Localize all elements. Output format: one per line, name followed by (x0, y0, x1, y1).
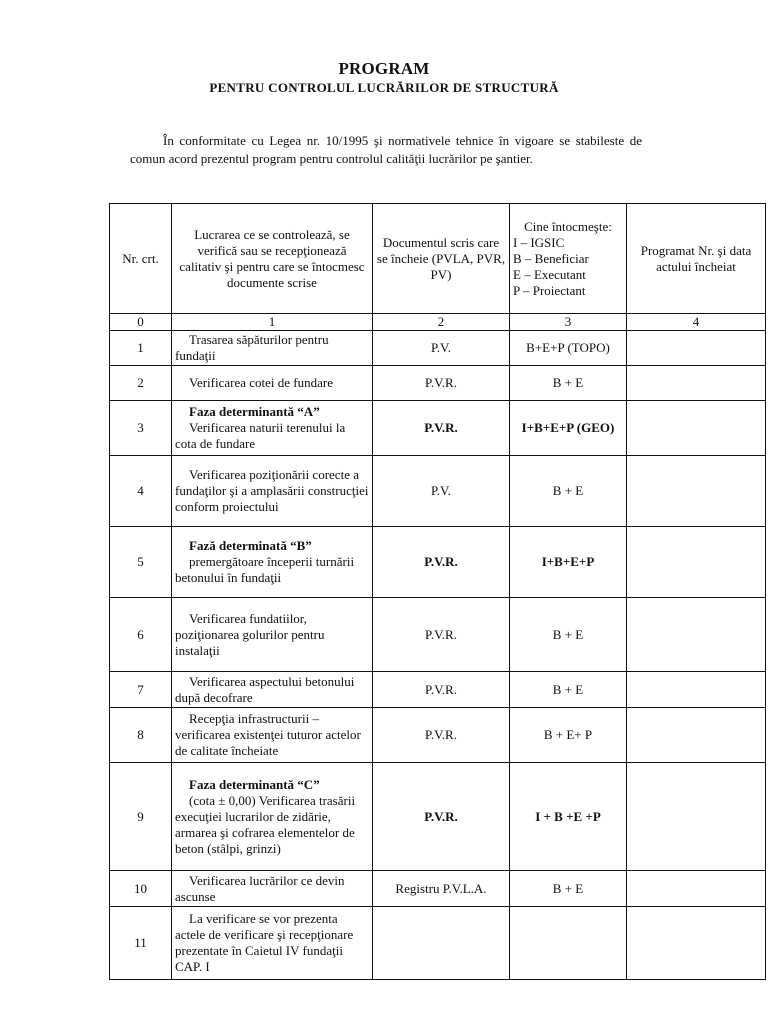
header-document: Documentul scris care se încheie (PVLA, PVR, PV) (373, 204, 510, 314)
phase-label: Faza determinantă “A” (189, 404, 320, 419)
row-responsible: B + E (510, 672, 627, 708)
row-responsible: B+E+P (TOPO) (510, 331, 627, 366)
row-number: 5 (110, 527, 172, 598)
table-row (110, 331, 766, 366)
header-cine-line: B – Beneficiar (513, 250, 589, 266)
header-cine-line: E – Executant (513, 266, 586, 282)
row-programat (627, 527, 766, 598)
row-document: P.V.R. (373, 401, 510, 456)
header-nr: Nr. crt. (110, 204, 172, 314)
row-document: P.V. (373, 331, 510, 366)
control-program-table (109, 203, 766, 980)
row-document: P.V.R. (373, 763, 510, 871)
table-row (110, 456, 766, 527)
header-cine-line: P – Proiectant (513, 282, 586, 298)
row-description (172, 598, 373, 672)
column-index: 0 (110, 314, 172, 331)
row-description (172, 456, 373, 527)
intro-paragraph: În conformitate cu Legea nr. 10/1995 şi normativele tehnice în vigoare se stabileste de comun acord prezentul program pentru controlul calităţii lucrărilor pe şantier. (130, 133, 642, 166)
table-row (110, 763, 766, 871)
column-index: 2 (373, 314, 510, 331)
table-row (110, 527, 766, 598)
row-number: 8 (110, 708, 172, 763)
header-programat: Programat Nr. şi data actului încheiat (627, 204, 766, 314)
table-row (110, 598, 766, 672)
row-responsible: B + E (510, 598, 627, 672)
row-responsible: B + E+ P (510, 708, 627, 763)
row-number: 4 (110, 456, 172, 527)
row-document: P.V. (373, 456, 510, 527)
row-number: 3 (110, 401, 172, 456)
description-text: La verificare se vor prezenta actele de verificare şi recepţionare prezentate în Caietul IV fundaţii CAP. I (175, 911, 354, 974)
table-row (110, 672, 766, 708)
column-index: 4 (627, 314, 766, 331)
row-description (172, 366, 373, 401)
row-responsible (510, 907, 627, 980)
description-text: Verificarea naturii terenului la cota de fundare (175, 420, 346, 451)
row-programat (627, 331, 766, 366)
row-number: 11 (110, 907, 172, 980)
row-programat (627, 598, 766, 672)
row-number: 6 (110, 598, 172, 672)
row-number: 9 (110, 763, 172, 871)
description-text: Verificarea cotei de fundare (189, 375, 333, 390)
row-programat (627, 672, 766, 708)
row-description (172, 331, 373, 366)
row-number: 7 (110, 672, 172, 708)
header-lucrarea: Lucrarea ce se controlează, se verifică sau se recepţionează calitativ şi pentru care se întocmesc documente scrise (172, 204, 373, 314)
row-document: Registru P.V.L.A. (373, 871, 510, 907)
description-text: Verificarea aspectului betonului după decofrare (175, 673, 355, 705)
row-programat (627, 763, 766, 871)
row-number: 1 (110, 331, 172, 366)
row-description (172, 871, 373, 907)
row-programat (627, 366, 766, 401)
header-cine-line: I – IGSIC (513, 234, 565, 250)
description-text: Trasarea săpăturilor pentru fundaţii (175, 332, 329, 363)
row-document: P.V.R. (373, 598, 510, 672)
row-description (172, 527, 373, 598)
column-index: 1 (172, 314, 373, 331)
column-index: 3 (510, 314, 627, 331)
table-row (110, 708, 766, 763)
row-document: P.V.R. (373, 708, 510, 763)
row-responsible: B + E (510, 871, 627, 907)
row-programat (627, 401, 766, 456)
description-text: Verificarea fundatiilor, poziţionarea golurilor pentru instalaţii (175, 610, 325, 658)
table-row (110, 907, 766, 980)
row-responsible: I+B+E+P (GEO) (510, 401, 627, 456)
phase-label: Faza determinantă “C” (189, 776, 320, 792)
header-cine-title: Cine întocmeşte: (524, 218, 612, 234)
document-title: PROGRAM (338, 59, 430, 78)
row-responsible: B + E (510, 366, 627, 401)
table-row (110, 366, 766, 401)
row-programat (627, 871, 766, 907)
row-responsible: I + B +E +P (510, 763, 627, 871)
row-number: 10 (110, 871, 172, 907)
table-header-row (110, 204, 766, 314)
row-description (172, 907, 373, 980)
table-row (110, 401, 766, 456)
row-responsible: I+B+E+P (510, 527, 627, 598)
row-responsible: B + E (510, 456, 627, 527)
row-document: P.V.R. (373, 366, 510, 401)
row-description (172, 672, 373, 708)
header-cine (510, 204, 627, 314)
row-document: P.V.R. (373, 672, 510, 708)
row-document (373, 907, 510, 980)
description-text: premergătoare începerii turnării betonului în fundaţii (175, 554, 355, 585)
row-document: P.V.R. (373, 527, 510, 598)
description-text: Recepţia infrastructurii – verificarea existenţei tuturor actelor de calitate încheiate (175, 711, 361, 758)
row-description (172, 708, 373, 763)
row-programat (627, 708, 766, 763)
column-index-row (110, 314, 766, 331)
document-subtitle: PENTRU CONTROLUL LUCRĂRILOR DE STRUCTURĂ (209, 80, 559, 95)
row-description (172, 763, 373, 871)
description-text: Verificarea poziţionării corecte a fundaţilor şi a amplasării construcţiei conform proiectului (175, 467, 369, 514)
phase-label: Fază determinată “B” (189, 538, 312, 553)
description-text: Verificarea lucrărilor ce devin ascunse (175, 872, 345, 904)
row-number: 2 (110, 366, 172, 401)
table-row (110, 871, 766, 907)
description-text: (cota ± 0,00) Verificarea trasării execuţiei lucrarilor de zidărie, armarea şi cofrarea elementelor de beton (stâlpi, grinzi) (175, 792, 356, 856)
row-programat (627, 907, 766, 980)
row-programat (627, 456, 766, 527)
row-description (172, 401, 373, 456)
